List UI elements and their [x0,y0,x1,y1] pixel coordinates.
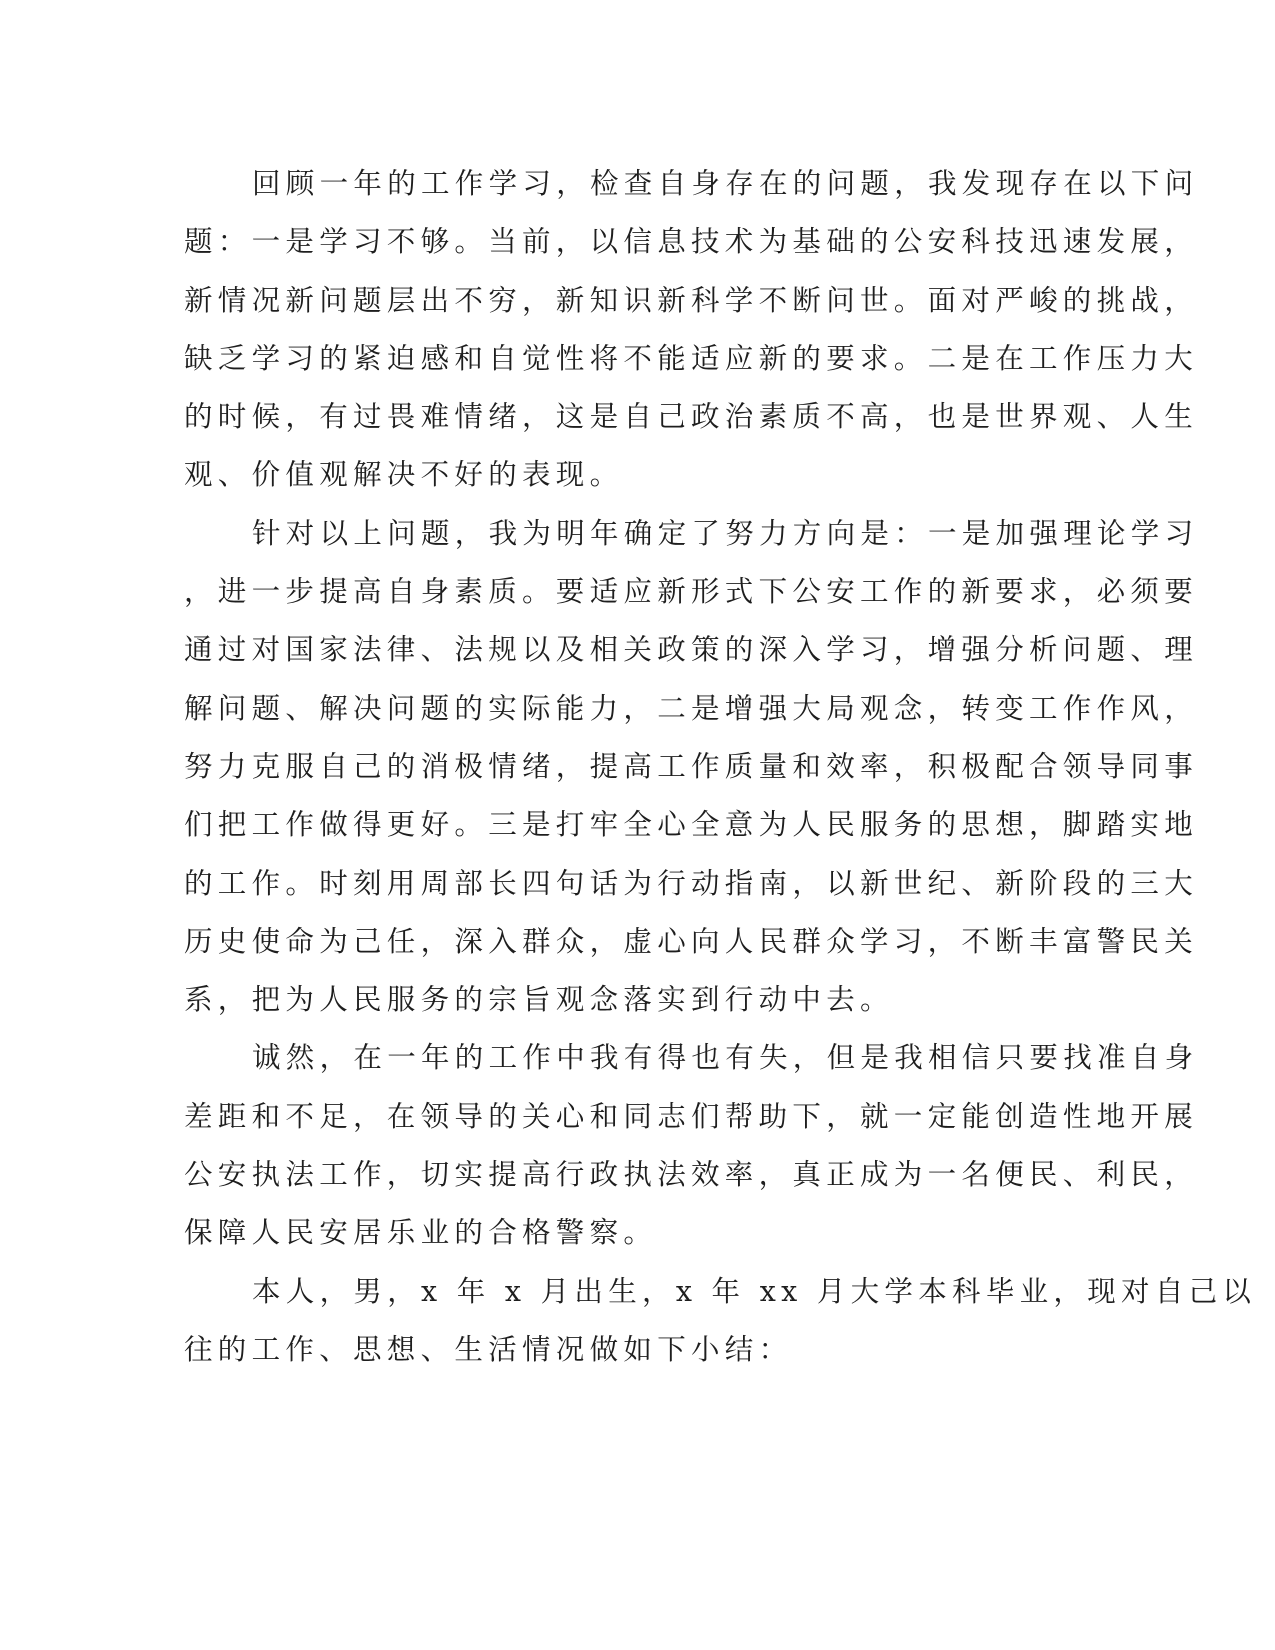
text-line: 们把工作做得更好。三是打牢全心全意为人民服务的思想，脚踏实地 [184,808,1199,842]
text-line: 缺乏学习的紧迫感和自觉性将不能适应新的要求。二是在工作压力大 [184,341,1199,375]
text-line: 的工作。时刻用周部长四句话为行动指南，以新世纪、新阶段的三大 [184,866,1199,900]
paragraph-personal-intro [184,1263,1257,1380]
text-line: 通过对国家法律、法规以及相关政策的深入学习，增强分析问题、理 [184,633,1199,667]
text-line: 保障人民安居乐业的合格警察。 [184,1216,658,1250]
text-line: 差距和不足，在领导的关心和同志们帮助下，就一定能创造性地开展 [184,1099,1199,1133]
paragraph-improvement-plan [184,505,1199,1030]
text-line: 观、价值观解决不好的表现。 [184,458,624,492]
text-line: 公安执法工作，切实提高行政执法效率，真正成为一名便民、利民， [184,1158,1199,1192]
text-line: 本人，男，x 年 x 月出生，x 年 xx 月大学本科毕业，现对自己以 [252,1274,1257,1308]
text-line: 回顾一年的工作学习，检查自身存在的问题，我发现存在以下问 [252,167,1199,200]
text-line: 针对以上问题，我为明年确定了努力方向是：一是加强理论学习 [252,516,1199,550]
text-line: 解问题、解决问题的实际能力，二是增强大局观念，转变工作作风， [184,691,1199,725]
paragraph-conclusion [184,1029,1199,1262]
paragraph-self-review [184,155,1199,505]
text-line: 题：一是学习不够。当前，以信息技术为基础的公安科技迅速发展， [184,225,1199,259]
text-line: 历史使命为己任，深入群众，虚心向人民群众学习，不断丰富警民关 [184,924,1199,958]
text-line: 努力克服自己的消极情绪，提高工作质量和效率，积极配合领导同事 [184,749,1199,783]
document-body [184,155,1257,1379]
text-line: 系，把为人民服务的宗旨观念落实到行动中去。 [184,983,894,1017]
text-line: 诚然，在一年的工作中我有得也有失，但是我相信只要找准自身 [252,1041,1199,1075]
text-line: 往的工作、思想、生活情况做如下小结： [184,1332,793,1366]
text-line: 新情况新问题层出不穷，新知识新科学不断问世。面对严峻的挑战， [184,283,1199,317]
text-line: 的时候，有过畏难情绪，这是自己政治素质不高，也是世界观、人生 [184,400,1199,434]
text-line: ，进一步提高自身素质。要适应新形式下公安工作的新要求，必须要 [184,575,1199,609]
